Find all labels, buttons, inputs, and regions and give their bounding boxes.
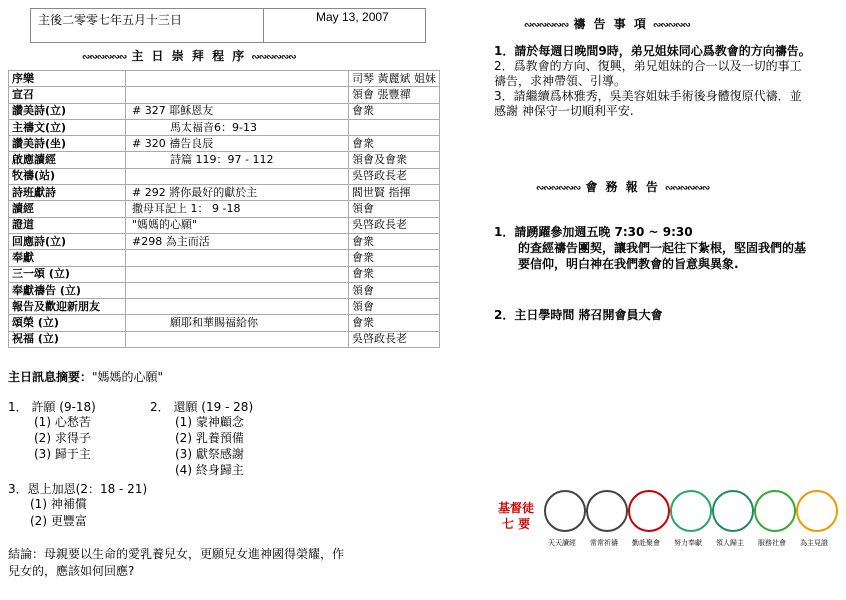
order-content-cell xyxy=(126,266,349,282)
seven-essentials-title xyxy=(498,500,534,532)
badge-label: 服務社會 xyxy=(758,539,786,547)
order-item-cell: 主禱文(立) xyxy=(9,119,126,135)
list-item: (3) 歸于主 xyxy=(34,447,91,461)
order-person-cell: 會衆 xyxy=(349,250,440,266)
badge-label: 領人歸主 xyxy=(716,539,744,547)
order-person-cell: 吳啓政長老 xyxy=(349,168,440,184)
table-row xyxy=(9,201,440,217)
table-row xyxy=(9,233,440,249)
offering-icon xyxy=(670,490,712,532)
order-content-cell: # 320 禱告良辰 xyxy=(126,136,349,152)
report-item-1 xyxy=(494,224,806,272)
badge-label: 常常祈禱 xyxy=(590,539,618,547)
point2-title: 2． 還願 (19 - 28) xyxy=(150,400,254,414)
order-content-cell: #298 為主而活 xyxy=(126,233,349,249)
table-row xyxy=(9,331,440,347)
ornament-left: ∾∾∾∾∾∾ xyxy=(82,52,127,63)
sermon-title-value: "媽媽的心願" xyxy=(92,370,164,384)
seven-essentials-logo xyxy=(544,490,844,552)
table-row xyxy=(9,266,440,282)
order-title: 主 日 崇 拜 程 序 xyxy=(131,49,247,63)
report-line: 的查經禱告團契，讓我們一起往下紮根，堅固我們的基 xyxy=(518,241,807,255)
order-content-cell: 馬太福音6：9-13 xyxy=(126,119,349,135)
list-item: (2) 乳養預備 xyxy=(175,431,244,445)
list-item: 3．請繼續爲林雅秀，吳美容姐妹手術後身體復原代禱．並 xyxy=(494,89,802,103)
list-item: (2) 更豐富 xyxy=(30,514,87,528)
ornament-right: ∾∾∾∾∾∾ xyxy=(665,183,710,194)
table-row xyxy=(9,87,440,103)
order-person-cell: 會衆 xyxy=(349,103,440,119)
table-row xyxy=(9,136,440,152)
report-item-2: 2．主日學時間 將召開會員大會 xyxy=(494,308,663,322)
ornament-right: ∾∾∾∾∾ xyxy=(653,20,690,31)
order-item-cell: 宣召 xyxy=(9,87,126,103)
date-english: May 13, 2007 xyxy=(316,10,389,24)
point3-list xyxy=(30,496,87,530)
order-item-cell: 回應詩(立) xyxy=(9,233,126,249)
conclusion xyxy=(8,546,344,580)
order-item-cell: 奉獻 xyxy=(9,250,126,266)
order-content-cell xyxy=(126,168,349,184)
report-line: 要信仰，明白神在我們教會的旨意與異象. xyxy=(518,257,739,271)
report-title: 會 務 報 告 xyxy=(585,180,660,194)
church-icon xyxy=(628,490,670,532)
table-row xyxy=(9,299,440,315)
order-content-cell xyxy=(126,331,349,347)
order-item-cell: 讚美詩(坐) xyxy=(9,136,126,152)
order-item-cell: 三一頌 (立) xyxy=(9,266,126,282)
order-person-cell: 領會 xyxy=(349,282,440,298)
prayer-title: 禱 告 事 項 xyxy=(573,17,648,31)
order-person-cell: 吳啓政長老 xyxy=(349,331,440,347)
point1-list xyxy=(34,414,91,462)
order-item-cell: 頌榮 (立) xyxy=(9,315,126,331)
badge-label: 天天讀經 xyxy=(548,539,576,547)
table-row xyxy=(9,217,440,233)
table-row xyxy=(9,152,440,168)
order-person-cell: 領會 xyxy=(349,201,440,217)
order-person-cell: 會衆 xyxy=(349,233,440,249)
order-heading xyxy=(82,45,296,64)
order-content-cell: 詩篇 119：97 - 112 xyxy=(126,152,349,168)
prayer-heading xyxy=(524,13,690,32)
sermon-title-label: 主日訊息摘要： xyxy=(8,370,93,384)
order-content-cell: # 292 將你最好的獻於主 xyxy=(126,185,349,201)
list-item: (1) 蒙神顧念 xyxy=(175,415,244,429)
date-chinese: 主後二零零七年五月十三日 xyxy=(38,13,183,27)
conclusion-line: 兒女的，應該如何回應? xyxy=(8,564,135,578)
pray-icon xyxy=(586,490,628,532)
point3-title: 3．恩上加恩(2：18 - 21) xyxy=(8,482,148,496)
order-table xyxy=(8,70,440,348)
order-item-cell: 序樂 xyxy=(9,71,126,87)
order-content-cell: 願耶和華賜福給你 xyxy=(126,315,349,331)
order-person-cell: 會衆 xyxy=(349,136,440,152)
seven-line: 七 要 xyxy=(501,517,531,531)
order-item-cell: 證道 xyxy=(9,217,126,233)
order-item-cell: 報告及歡迎新朋友 xyxy=(9,299,126,315)
badge-label: 為主見證 xyxy=(800,539,828,547)
order-content-cell xyxy=(126,250,349,266)
table-row xyxy=(9,282,440,298)
table-row xyxy=(9,168,440,184)
ornament-left: ∾∾∾∾∾∾ xyxy=(536,183,581,194)
evangelize-icon xyxy=(712,490,754,532)
order-content-cell xyxy=(126,282,349,298)
order-person-cell: 會衆 xyxy=(349,315,440,331)
list-item: 1．請於每週日晚間9時，弟兄姐妹同心爲教會的方向禱告。 xyxy=(494,44,811,58)
ornament-left: ∾∾∾∾∾∾ xyxy=(524,20,569,31)
order-content-cell: "媽媽的心願" xyxy=(126,217,349,233)
sermon-title xyxy=(8,368,163,385)
order-item-cell: 祝福 (立) xyxy=(9,331,126,347)
list-item: 感謝 神保守一切順利平安. xyxy=(494,104,634,118)
list-item: (1) 心愁苦 xyxy=(34,415,91,429)
read-bible-icon xyxy=(544,490,586,532)
order-person-cell: 會衆 xyxy=(349,266,440,282)
order-person-cell: 領會 張豐禪 xyxy=(349,87,440,103)
ornament-right: ∾∾∾∾∾∾ xyxy=(251,52,296,63)
table-row xyxy=(9,71,440,87)
order-item-cell: 讚美詩(立) xyxy=(9,103,126,119)
order-content-cell xyxy=(126,71,349,87)
table-row xyxy=(9,185,440,201)
list-item: (1) 神補償 xyxy=(30,497,87,511)
witness-icon xyxy=(796,490,838,532)
order-item-cell: 讀經 xyxy=(9,201,126,217)
order-person-cell: 領會 xyxy=(349,299,440,315)
order-person-cell: 司琴 黃麗斌 姐妹 xyxy=(349,71,440,87)
point1-title: 1． 許願 (9-18) xyxy=(8,400,96,414)
point2-list xyxy=(175,414,244,478)
table-row xyxy=(9,315,440,331)
seven-line: 基督徒 xyxy=(498,501,535,515)
serve-icon xyxy=(754,490,796,532)
order-person-cell: 閻世賢 指揮 xyxy=(349,185,440,201)
order-content-cell xyxy=(126,299,349,315)
table-row xyxy=(9,119,440,135)
order-content-cell: 撒母耳記上 1： 9 -18 xyxy=(126,201,349,217)
order-item-cell: 啟應讀經 xyxy=(9,152,126,168)
list-item: 禱告，求神帶領、引導。 xyxy=(494,74,627,88)
order-person-cell: 領會及會衆 xyxy=(349,152,440,168)
order-content-cell xyxy=(126,87,349,103)
table-row xyxy=(9,250,440,266)
prayer-list xyxy=(494,44,844,119)
badge-label: 勤赴聚會 xyxy=(632,539,660,547)
list-item: (2) 求得子 xyxy=(34,431,91,445)
order-content-cell: # 327 耶穌恩友 xyxy=(126,103,349,119)
list-item: (4) 終身歸主 xyxy=(175,463,244,477)
list-item: 2．爲教會的方向、復興，弟兄姐妹的合一以及一切的事工 xyxy=(494,59,802,73)
order-item-cell: 奉獻禱告 (立) xyxy=(9,282,126,298)
order-person-cell: 吳啓政長老 xyxy=(349,217,440,233)
order-person-cell xyxy=(349,119,440,135)
list-item: (3) 獻祭感謝 xyxy=(175,447,244,461)
badge-label: 努力奉獻 xyxy=(674,539,702,547)
order-item-cell: 詩班獻詩 xyxy=(9,185,126,201)
order-item-cell: 牧禱(站) xyxy=(9,168,126,184)
report-heading xyxy=(536,176,709,195)
table-row xyxy=(9,103,440,119)
conclusion-line: 結論：母親要以生命的愛乳養兒女，更願兒女進神國得榮耀，作 xyxy=(8,547,345,561)
report-line: 1．請踴躍參加週五晚 7:30 ~ 9:30 xyxy=(494,225,693,239)
